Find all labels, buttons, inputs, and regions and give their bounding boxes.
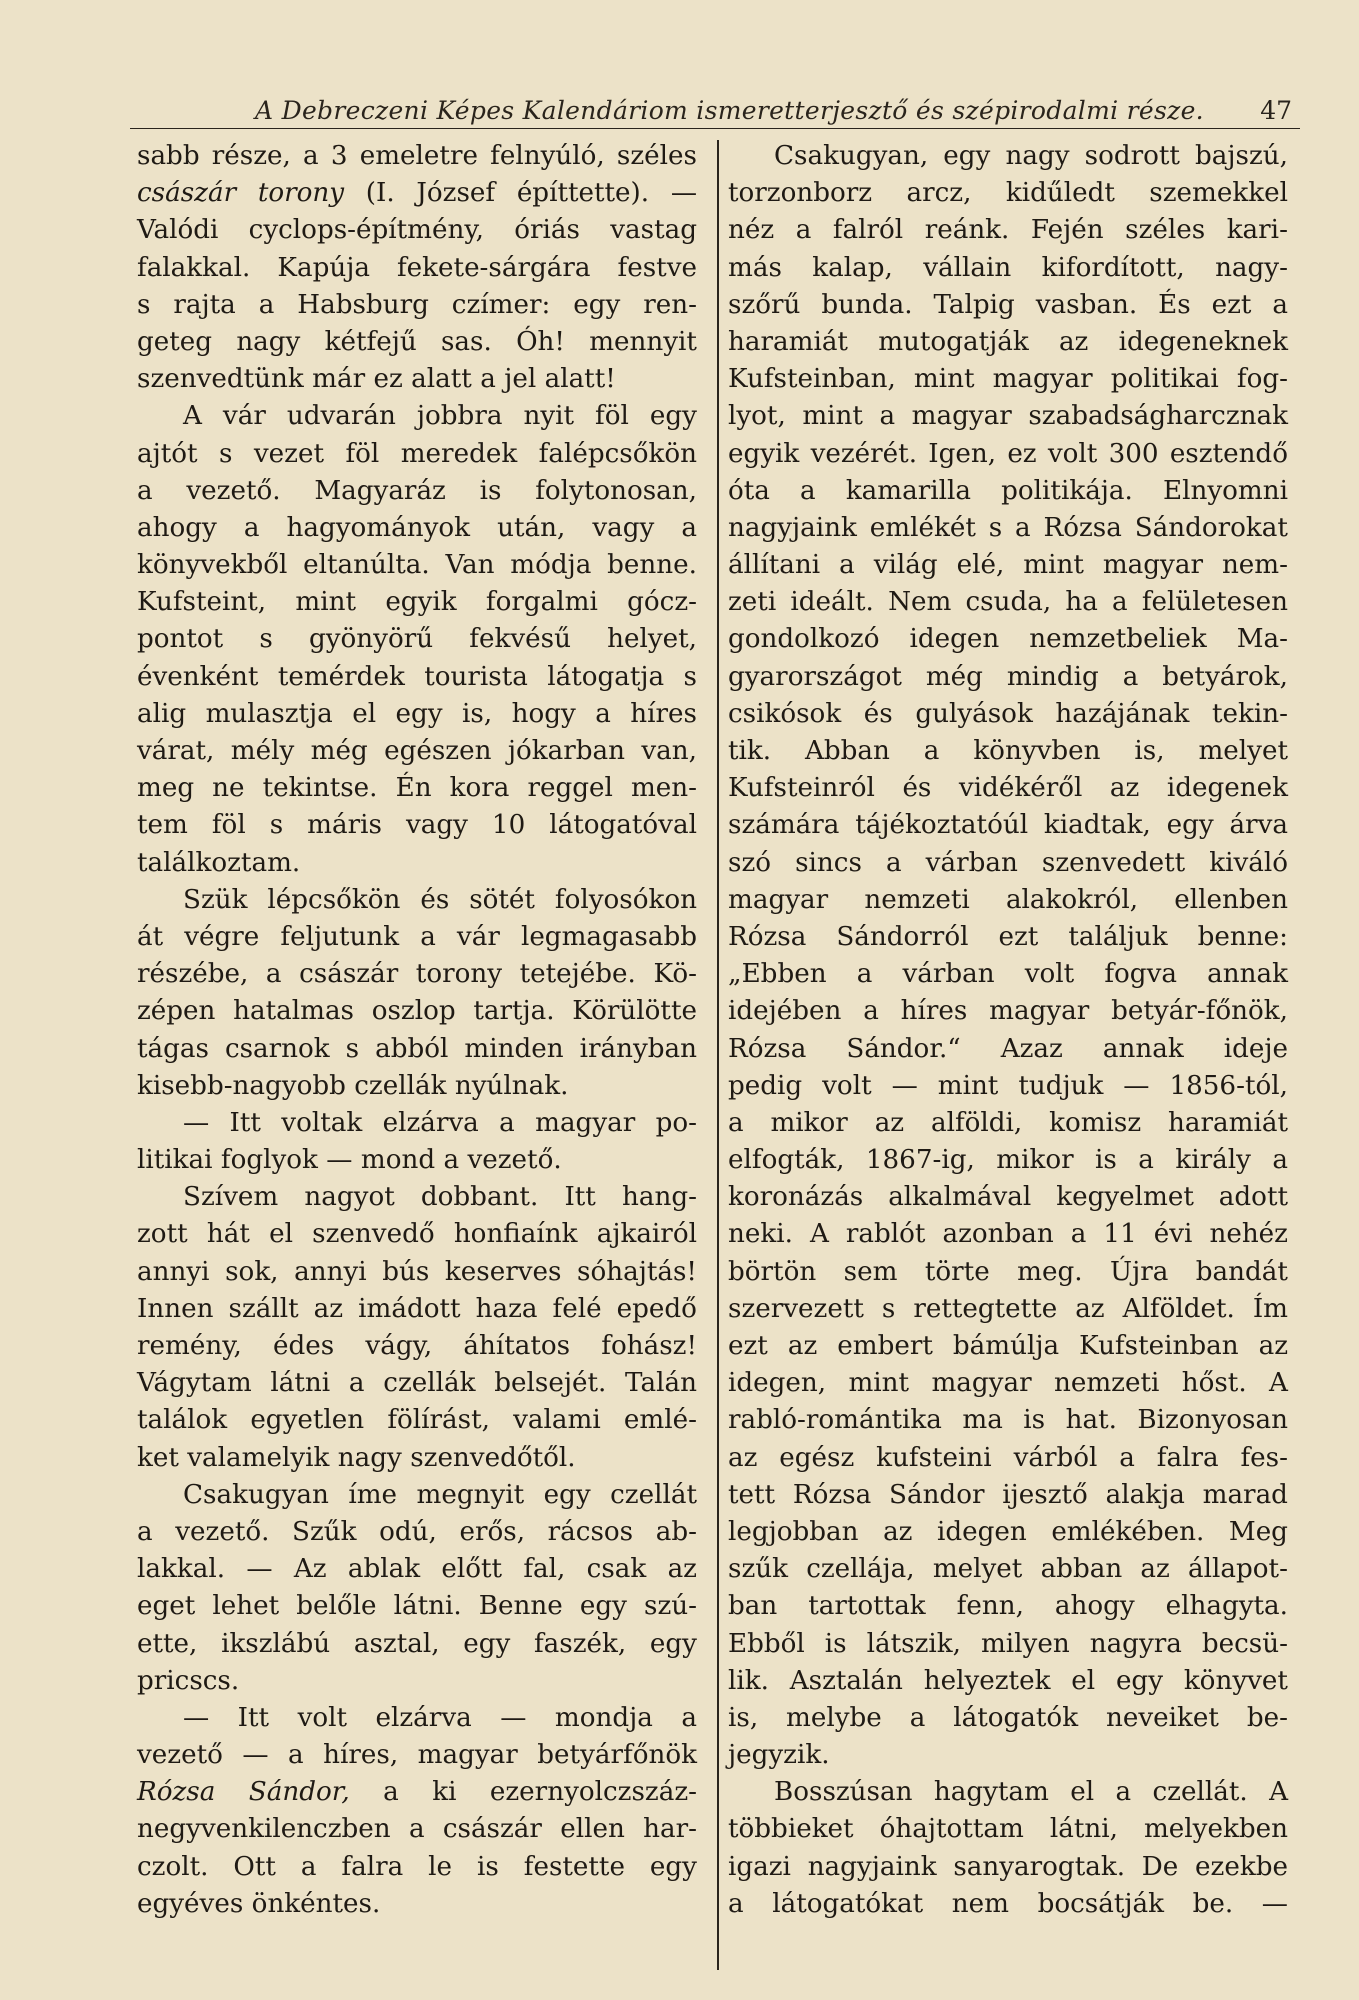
text-line: könyvekből eltanúlta. Van módja benne. bbox=[137, 550, 697, 581]
text-line: Bosszúsan hagytam el a czellát. A bbox=[774, 1777, 1288, 1808]
right-column bbox=[728, 138, 1288, 1923]
text-line: koronázás alkalmával kegyelmet adott bbox=[728, 1182, 1288, 1213]
text-line: alig mulasztja el egy is, hogy a híres bbox=[137, 698, 697, 729]
page-number: 47 bbox=[1260, 96, 1292, 125]
text-line: remény, édes vágy, áhítatos fohász! bbox=[137, 1331, 697, 1361]
text-line: évenként temérdek tourista látogatja s bbox=[137, 661, 697, 692]
text-line: szenvedtünk már ez alatt a jel alatt! bbox=[137, 364, 616, 395]
text-line: részébe, a császár torony tetejébe. Kö- bbox=[137, 959, 697, 990]
text-line: eget lehet belőle látni. Benne egy szú- bbox=[137, 1591, 697, 1622]
text-line: óta a kamarilla politikája. Elnyomni bbox=[728, 475, 1288, 506]
text-line: ezt az embert bámúlja Kufsteinban az bbox=[728, 1331, 1288, 1361]
text-line: szűk czellája, melyet abban az állapot- bbox=[728, 1554, 1288, 1585]
text-line: tik. Abban a könyvben is, melyet bbox=[728, 736, 1288, 766]
text-line: A vár udvarán jobbra nyit föl egy bbox=[183, 401, 697, 432]
text-line: kisebb-nagyobb czellák nyúlnak. bbox=[137, 1070, 569, 1101]
text-line: tett Rózsa Sándor ijesztő alakja marad bbox=[728, 1479, 1288, 1510]
text-line: csikósok és gulyások hazájának tekin- bbox=[728, 698, 1288, 729]
text-line: lyot, mint a magyar szabadságharcznak bbox=[728, 401, 1288, 432]
text-line: ahogy a hagyományok után, vagy a bbox=[137, 512, 697, 543]
text-line: litikai foglyok — mond a vezető. bbox=[137, 1145, 562, 1176]
text-line: más kalap, vállain kifordított, nagy- bbox=[728, 252, 1288, 283]
text-line: szó sincs a várban szenvedett kiváló bbox=[728, 847, 1288, 878]
text-line: tágas csarnok s abból minden irányban bbox=[137, 1033, 697, 1064]
text-line: szőrű bunda. Talpig vasban. És ezt a bbox=[728, 289, 1288, 320]
text-line: Csakugyan, egy nagy sodrott bajszú, bbox=[774, 141, 1288, 171]
text-line: találkoztam. bbox=[137, 847, 301, 878]
running-header bbox=[130, 88, 1300, 129]
text-line: Kufsteint, mint egyik forgalmi gócz- bbox=[137, 587, 697, 618]
text-line: rabló-romántika ma is hat. Bizonyosan bbox=[728, 1405, 1288, 1436]
text-line: pontot s gyönyörű fekvésű helyet, bbox=[137, 624, 697, 655]
text-line: falakkal. Kapúja fekete-sárgára festve bbox=[137, 252, 697, 283]
text-line: szervezett s rettegtette az Alföldet. Ím bbox=[728, 1293, 1288, 1324]
text-line: — Itt voltak elzárva a magyar po- bbox=[183, 1107, 697, 1138]
text-line: „Ebben a várban volt fogva annak bbox=[728, 959, 1288, 990]
text-line: többieket óhajtottam látni, melyekben bbox=[728, 1814, 1288, 1845]
text-line: állítani a világ elé, mint magyar nem- bbox=[728, 550, 1288, 581]
text-line: zépen hatalmas oszlop tartja. Körülötte bbox=[137, 996, 697, 1027]
text-line: zott hát el szenvedő honfiaínk ajkairól bbox=[137, 1219, 697, 1250]
text-line: nagyjaink emlékét s a Rózsa Sándorokat bbox=[728, 512, 1288, 543]
text-line: néz a falról reánk. Fején széles kari- bbox=[728, 215, 1288, 246]
text-line: tem föl s máris vagy 10 látogatóval bbox=[137, 810, 697, 841]
text-line: számára tájékoztatóúl kiadtak, egy árva bbox=[728, 810, 1288, 841]
text-line: s rajta a Habsburg czímer: egy ren- bbox=[137, 289, 697, 320]
header-title: A Debreczeni Képes Kalendáriom ismeretterjesztő és szépirodalmi része. bbox=[255, 96, 1204, 125]
text-line: ette, ikszlábú asztal, egy faszék, egy bbox=[137, 1628, 697, 1659]
text-line: magyar nemzeti alakokról, ellenben bbox=[728, 884, 1288, 915]
text-line: meg ne tekintse. Én kora reggel men- bbox=[137, 773, 697, 804]
text-line: Szük lépcsőkön és sötét folyosókon bbox=[183, 884, 697, 915]
text-line: legjobban az idegen emlékében. Meg bbox=[728, 1516, 1288, 1547]
text-line: Vágytam látni a czellák belsejét. Talán bbox=[137, 1368, 697, 1399]
text-line: Rózsa Sándorról ezt találjuk benne: bbox=[728, 921, 1288, 952]
text-line: ket valamelyik nagy szenvedőtől. bbox=[137, 1442, 576, 1473]
text-line: vezető — a híres, magyar betyárfőnök bbox=[137, 1740, 697, 1771]
text-line: — Itt volt elzárva — mondja a bbox=[183, 1702, 697, 1733]
text-line: idegen, mint magyar nemzeti hőst. A bbox=[728, 1368, 1288, 1399]
text-line: egyik vezérét. Igen, ez volt 300 esztendő bbox=[728, 438, 1288, 469]
text-line: Rózsa Sándor, a ki ezernyolczszáz- bbox=[137, 1777, 697, 1808]
text-line: jegyzik. bbox=[728, 1740, 830, 1771]
text-line: át végre feljutunk a vár legmagasabb bbox=[137, 921, 697, 952]
text-line: sabb része, a 3 emeletre felnyúló, széles bbox=[137, 141, 697, 171]
text-line: negyvenkilenczben a császár ellen har- bbox=[137, 1814, 697, 1845]
text-line: torzonborz arcz, kidűledt szemekkel bbox=[728, 178, 1288, 209]
text-line: a mikor az alföldi, komisz haramiát bbox=[728, 1107, 1288, 1138]
text-line: Innen szállt az imádott haza felé epedő bbox=[137, 1293, 697, 1324]
text-line: Kufsteinról és vidékéről az idegenek bbox=[728, 773, 1288, 804]
text-line: találok egyetlen fölírást, valami emlé- bbox=[137, 1405, 697, 1436]
column-divider bbox=[717, 140, 719, 1970]
text-line: igazi nagyjaink sanyarogtak. De ezekbe bbox=[728, 1851, 1288, 1882]
text-line: pedig volt — mint tudjuk — 1856-tól, bbox=[728, 1070, 1288, 1101]
text-line: Valódi cyclops-építmény, óriás vastag bbox=[137, 215, 697, 246]
text-line: annyi sok, annyi bús keserves sóhajtás! bbox=[137, 1256, 697, 1287]
text-line: az egész kufsteini várból a falra fes- bbox=[728, 1442, 1288, 1473]
text-line: a vezető. Szűk odú, erős, rácsos ab- bbox=[137, 1516, 697, 1547]
text-line: ajtót s vezet föl meredek falépcsőkön bbox=[137, 438, 697, 469]
text-line: neki. A rablót azonban a 11 évi nehéz bbox=[728, 1219, 1288, 1250]
text-line: Rózsa Sándor.“ Azaz annak ideje bbox=[728, 1033, 1288, 1064]
text-line: pricscs. bbox=[137, 1665, 240, 1696]
text-line: gyarországot még mindig a betyárok, bbox=[728, 661, 1288, 692]
text-line: Ebből is látszik, milyen nagyra becsü- bbox=[728, 1628, 1288, 1659]
left-column bbox=[137, 138, 697, 1923]
text-line: idejében a híres magyar betyár-főnök, bbox=[728, 996, 1288, 1027]
text-line: lik. Asztalán helyeztek el egy könyvet bbox=[728, 1665, 1288, 1696]
text-line: Csakugyan íme megnyit egy czellát bbox=[183, 1479, 697, 1510]
text-line: a látogatókat nem bocsátják be. — bbox=[728, 1888, 1288, 1919]
text-line: lakkal. — Az ablak előtt fal, csak az bbox=[137, 1554, 697, 1585]
text-line: haramiát mutogatják az idegeneknek bbox=[728, 326, 1288, 357]
text-line: börtön sem törte meg. Újra bandát bbox=[728, 1256, 1288, 1287]
text-line: czolt. Ott a falra le is festette egy bbox=[137, 1851, 697, 1882]
text-line: gondolkozó idegen nemzetbeliek Ma- bbox=[728, 624, 1288, 655]
text-line: is, melybe a látogatók neveiket be- bbox=[728, 1702, 1288, 1733]
text-line: elfogták, 1867-ig, mikor is a király a bbox=[728, 1145, 1288, 1176]
text-line: zeti ideált. Nem csuda, ha a felületesen bbox=[728, 587, 1288, 618]
text-line: Szívem nagyot dobbant. Itt hang- bbox=[183, 1182, 697, 1213]
text-line: egyéves önkéntes. bbox=[137, 1888, 381, 1919]
text-line: ban tartottak fenn, ahogy elhagyta. bbox=[728, 1591, 1288, 1622]
text-line: a vezető. Magyaráz is folytonosan, bbox=[137, 475, 697, 506]
text-line: várat, mély még egészen jókarban van, bbox=[137, 736, 697, 766]
text-line: császár torony (I. József építtette). — bbox=[137, 178, 697, 209]
text-line: geteg nagy kétfejű sas. Óh! mennyit bbox=[137, 326, 697, 357]
text-line: Kufsteinban, mint magyar politikai fog- bbox=[728, 364, 1288, 395]
